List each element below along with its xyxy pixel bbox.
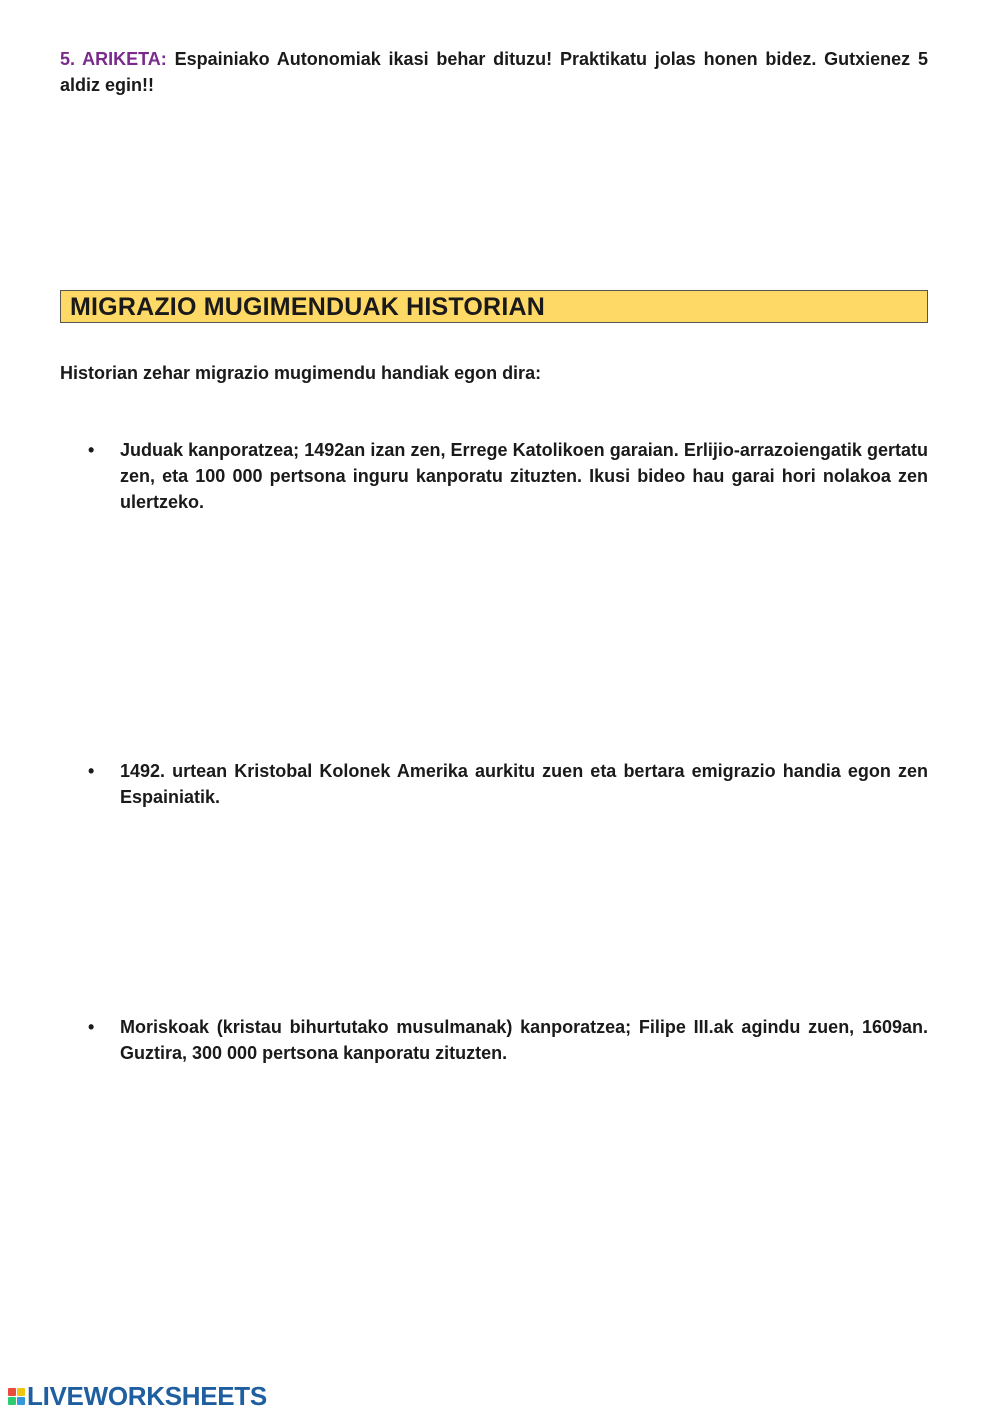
- bullet-icon: •: [88, 761, 95, 781]
- exercise-label: 5. ARIKETA:: [60, 49, 167, 69]
- section-header: [60, 290, 928, 323]
- list-item-text: Juduak kanporatzea; 1492an izan zen, Errege Katolikoen garaian. Erlijio-arrazoiengatik gertatu zen, eta 100 000 pertsona inguru kanporatu zituzten. Ikusi bideo hau garai hori nolakoa zen ulertzeko.: [120, 440, 928, 512]
- logo-block: [17, 1397, 25, 1405]
- logo-text: LIVEWORKSHEETS: [27, 1381, 267, 1411]
- intro-text: Historian zehar migrazio mugimendu handiak egon dira:: [60, 363, 542, 383]
- exercise-text: Espainiako Autonomiak ikasi behar dituzu! Praktikatu jolas honen bidez. Gutxienez 5 aldiz egin!!: [60, 49, 928, 95]
- logo-block: [17, 1388, 25, 1396]
- logo-block: [8, 1397, 16, 1405]
- list-item-text: 1492. urtean Kristobal Kolonek Amerika aurkitu zuen eta bertara emigrazio handia egon zen Espainiatik.: [120, 761, 928, 807]
- bullet-icon: •: [88, 440, 95, 460]
- list-item-text: Moriskoak (kristau bihurtutako musulmanak) kanporatzea; Filipe III.ak agindu zuen, 1609an. Guztira, 300 000 pertsona kanporatu zituzten.: [120, 1017, 928, 1063]
- liveworksheets-logo: [8, 1381, 267, 1411]
- exercise-instruction: [60, 46, 928, 98]
- bullet-icon: •: [88, 1017, 95, 1037]
- logo-block: [8, 1388, 16, 1396]
- logo-blocks-icon: [8, 1388, 25, 1405]
- section-title: MIGRAZIO MUGIMENDUAK HISTORIAN: [70, 293, 545, 321]
